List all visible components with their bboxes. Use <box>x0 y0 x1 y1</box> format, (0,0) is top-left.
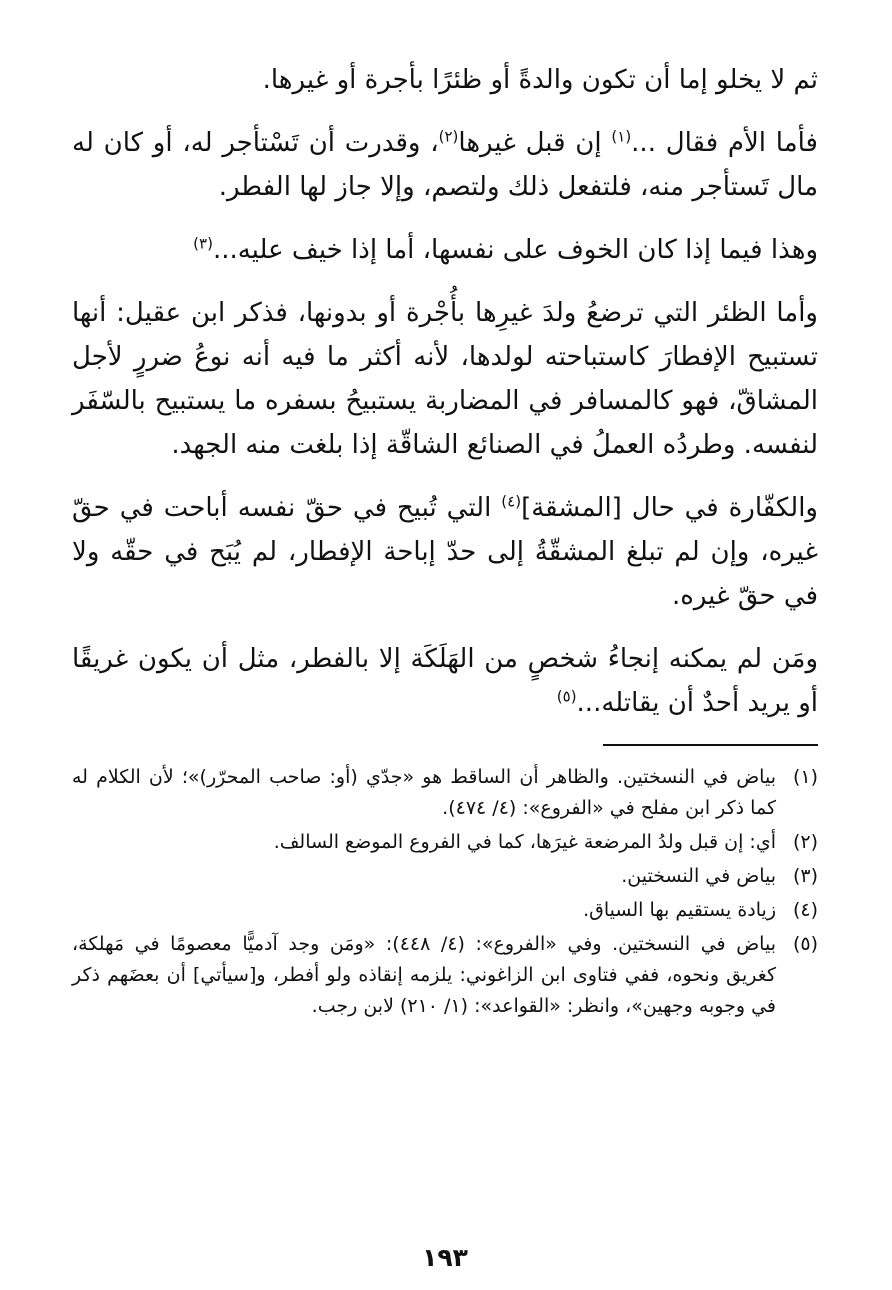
footnote-marker-2[interactable]: (٢) <box>438 127 459 146</box>
footnote-number: (٢) <box>792 831 818 853</box>
footnote-text: أي: إن قبل ولدُ المرضعة غيرَها، كما في الفروع الموضع السالف. <box>273 831 776 853</box>
footnote-marker-4[interactable]: (٤) <box>501 492 522 511</box>
paragraph-text: ، وقدرت أن تَسْتأجر له، أو كان له مال تَستأجر منه، فلتفعل ذلك ولتصم، وإلا جاز لها الفطر. <box>72 128 818 202</box>
paragraph-5 <box>72 486 818 618</box>
footnote-number: (٥) <box>792 933 818 955</box>
footnotes-section <box>72 762 818 1022</box>
footnote-3 <box>72 861 818 892</box>
footnote-4 <box>72 895 818 926</box>
footnote-text: بياض في النسختين. والظاهر أن الساقط هو «جدّي (أو: صاحب المحرّر)»؛ لأن الكلام له كما ذكر ابن مفلح في «الفروع»: (٤/ ٤٧٤). <box>72 766 776 819</box>
book-page <box>72 58 818 1273</box>
paragraph-text: ثم لا يخلو إما أن تكون والدةً أو ظئرًا بأجرة أو غيرها. <box>262 65 818 95</box>
footnote-2 <box>72 827 818 858</box>
paragraph-text: التي تُبيح في حقّ نفسه أباحت في حقّ غيره، وإن لم تبلغ المشقّةُ إلى حدّ إباحة الإفطار، لم يُبَح في حقّه ولا في حقّ غيره. <box>72 493 818 611</box>
paragraph-text: ومَن لم يمكنه إنجاءُ شخصٍ من الهَلَكَة إلا بالفطر، مثل أن يكون غريقًا أو يريد أحدٌ أن يقاتله... <box>72 644 818 718</box>
paragraph-6 <box>72 637 818 725</box>
footnote-text: بياض في النسختين. وفي «الفروع»: (٤/ ٤٤٨): «ومَن وجد آدميًّا معصومًا في مَهلكة، كغريق ونحوه، ففي فتاوى ابن الزاغوني: يلزمه إنقاذه ولو أفطر، و[سيأتي] أن بعضَهم ذكر في وجوبه وجهين»، وانظر: «القواعد»: (١/ ٢١٠) لابن رجب. <box>72 933 776 1017</box>
footnote-text: بياض في النسختين. <box>621 865 776 887</box>
page-number: ١٩٣ <box>422 1243 468 1272</box>
footnote-marker-1[interactable]: (١) <box>611 127 632 146</box>
footnote-separator <box>603 744 818 746</box>
footnote-number: (٤) <box>792 899 818 921</box>
footnote-text: زيادة يستقيم بها السياق. <box>583 899 776 921</box>
footnote-5 <box>72 929 818 1022</box>
paragraph-3 <box>72 228 818 272</box>
paragraph-4 <box>72 291 818 467</box>
paragraph-2 <box>72 121 818 209</box>
footnote-number: (١) <box>792 766 818 788</box>
footnote-number: (٣) <box>792 865 818 887</box>
paragraph-text: وهذا فيما إذا كان الخوف على نفسها، أما إذا خيف عليه... <box>212 235 818 265</box>
footnote-marker-5[interactable]: (٥) <box>556 687 577 706</box>
footnote-marker-3[interactable]: (٣) <box>193 234 213 253</box>
paragraph-text: والكفّارة في حال [المشقة] <box>521 493 818 523</box>
paragraph-1 <box>72 58 818 102</box>
paragraph-text: وأما الظئر التي ترضعُ ولدَ غيرِها بأُجْرة أو بدونها، فذكر ابن عقيل: أنها تستبيح الإفطارَ كاستباحته لولدها، لأنه أكثر ما فيه أنه نوعُ ضررٍ لأجل المشاقّ، فهو كالمسافر في المضاربة يستبيحُ بسفره ما يستبيح بالسّفَر لنفسه. وطردُه العملُ في الصنائع الشاقّة إذا بلغت منه الجهد. <box>72 298 818 460</box>
footnote-1 <box>72 762 818 824</box>
paragraph-text: فأما الأم فقال ... <box>631 128 818 158</box>
paragraph-text: إن قبل غيرها <box>458 128 612 158</box>
